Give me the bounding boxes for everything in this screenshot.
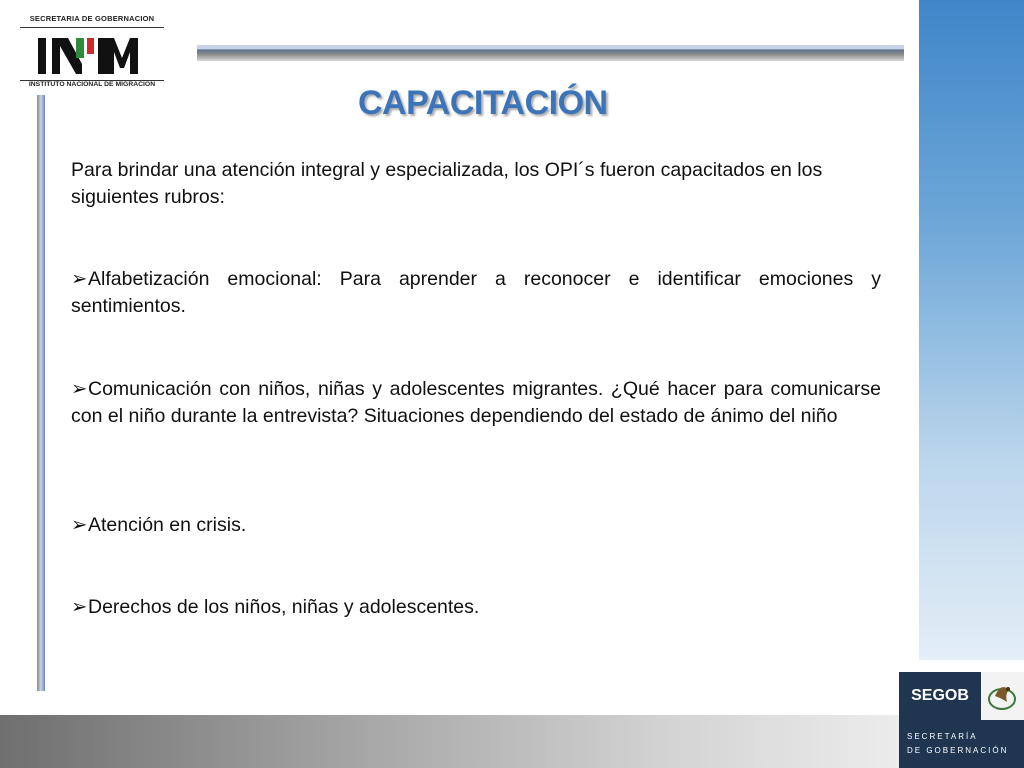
segob-name: SEGOB xyxy=(899,672,981,720)
page-title: CAPACITACIÓN xyxy=(358,84,608,122)
mexico-shield-icon xyxy=(981,672,1024,720)
inm-logo xyxy=(16,14,168,88)
top-decorative-bar xyxy=(197,45,904,61)
logo-rule-top xyxy=(20,27,164,28)
bullet-text: Alfabetización emocional: Para aprender a reconocer e identificar emociones y sentimientos. xyxy=(71,268,881,317)
bullet-item xyxy=(71,594,881,621)
inm-logo-mark xyxy=(38,36,148,76)
segob-logo xyxy=(899,672,1024,768)
bottom-decorative-bar xyxy=(0,715,900,768)
bullet-text: Atención en crisis. xyxy=(88,514,247,536)
segob-line-1: SECRETARÍA xyxy=(907,732,978,741)
arrow-bullet-icon: ➢ xyxy=(71,514,88,536)
intro-paragraph: Para brindar una atención integral y especializada, los OPI´s fueron capacitados en los siguientes rubros: xyxy=(71,159,823,208)
segob-line-2: DE GOBERNACIÓN xyxy=(907,746,1009,755)
logo-bottom-text: INSTITUTO NACIONAL DE MIGRACION xyxy=(28,81,156,88)
right-decorative-strip xyxy=(919,0,1024,660)
bullet-text: Comunicación con niños, niñas y adolescentes migrantes. ¿Qué hacer para comunicarse con el niño durante la entrevista? Situaciones dependiendo del estado de ánimo del niño xyxy=(71,378,881,427)
left-decorative-line xyxy=(37,95,45,691)
logo-top-text: SECRETARIA DE GOBERNACION xyxy=(29,14,155,23)
bullet-item xyxy=(71,266,881,320)
arrow-bullet-icon: ➢ xyxy=(71,596,88,618)
bullet-item xyxy=(71,512,881,539)
arrow-bullet-icon: ➢ xyxy=(71,378,88,400)
arrow-bullet-icon: ➢ xyxy=(71,268,88,290)
bullet-item xyxy=(71,376,881,430)
bullet-text: Derechos de los niños, niñas y adolescentes. xyxy=(88,596,480,618)
